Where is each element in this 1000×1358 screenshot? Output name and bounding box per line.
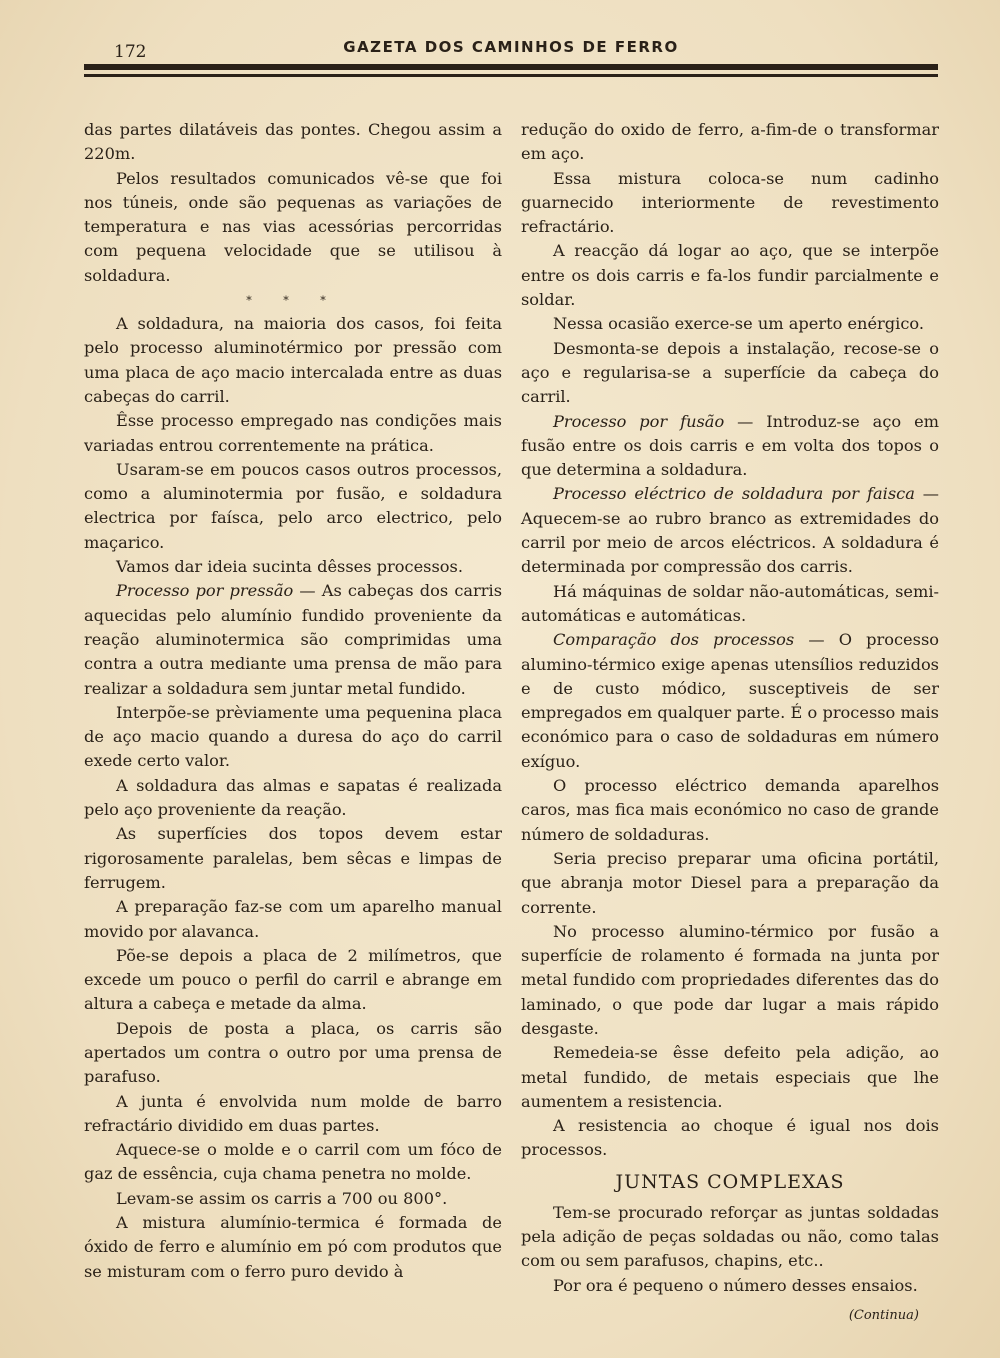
left-column xyxy=(84,118,502,1284)
paragraph-text: — As cabeças dos carris aquecidas pelo alumínio fundido proveniente da reação aluminotermica são comprimidas uma contra a outra mediante uma prensa de mão para realizar a soldadura sem juntar metal fundido. xyxy=(84,581,503,698)
paragraph: Há máquinas de soldar não-automáticas, semi-automáticas e automáticas. xyxy=(521,581,939,625)
paragraph-text: — Introduz-se aço em fusão entre os dois carris e em volta dos topos o que determina a soldadura. xyxy=(521,411,939,480)
paragraph: Essa mistura coloca-se num cadinho guarnecido interiormente de revestimento refractário. xyxy=(521,168,939,237)
paragraph: Põe-se depois a placa de 2 milímetros, que excede um pouco o perfil do carril e abrange em altura a cabeça e metade da alma. xyxy=(84,945,502,1014)
paragraph: Êsse processo empregado nas condições mais variadas entrou correntemente na prática. xyxy=(84,411,502,455)
paragraph: das partes dilatáveis das pontes. Chegou assim a 220m. xyxy=(84,120,502,164)
journal-title: GAZETA DOS CAMINHOS DE FERRO xyxy=(343,38,679,56)
paragraph: A mistura alumínio-termica é formada de óxido de ferro e alumínio em pó com produtos que se misturam com o ferro puro devido à xyxy=(84,1213,502,1281)
paragraph: Vamos dar ideia sucinta dêsses processos. xyxy=(116,557,463,577)
paragraph: A soldadura, na maioria dos casos, foi feita pelo processo aluminotérmico por pressão com uma placa de aço macio intercalada entre as duas cabeças do carril. xyxy=(84,314,502,406)
section-separator: * * * xyxy=(246,294,340,308)
paragraph: A resistencia ao choque é igual nos dois processos. xyxy=(521,1116,939,1160)
paragraph: Nessa ocasião exerce-se um aperto enérgico. xyxy=(553,314,925,334)
page-header xyxy=(84,36,938,60)
page-number: 172 xyxy=(114,42,147,62)
paragraph: Interpõe-se prèviamente uma pequenina placa de aço macio quando a duresa do aço do carril exede certo valor. xyxy=(84,702,502,771)
paragraph: Aquece-se o molde e o carril com um fóco de gaz de essência, cuja chama penetra no molde. xyxy=(84,1140,502,1184)
paragraph: redução do oxido de ferro, a-fim-de o transformar em aço. xyxy=(521,120,939,164)
paragraph: A reacção dá logar ao aço, que se interpõe entre os dois carris e fa-los fundir parcialmente e soldar. xyxy=(521,241,939,310)
paragraph xyxy=(84,579,502,700)
paragraph: Tem-se procurado reforçar as juntas soldadas pela adição de peças soldadas ou não, como talas com ou sem parafusos, chapins, etc.. xyxy=(521,1202,939,1271)
header-rule-thick xyxy=(84,64,938,70)
paragraph: Usaram-se em poucos casos outros processos, como a aluminotermia por fusão, e soldadura electrica por faísca, pelo arco electrico, pelo maçarico. xyxy=(84,459,502,552)
process-heading: Processo eléctrico de soldadura por faisca xyxy=(553,484,915,504)
right-column xyxy=(521,118,939,1328)
paragraph: Depois de posta a placa, os carris são apertados um contra o outro por uma prensa de parafuso. xyxy=(84,1018,502,1087)
paragraph xyxy=(521,628,939,774)
paragraph: A soldadura das almas e sapatas é realizada pelo aço proveniente da reação. xyxy=(84,775,502,820)
paragraph: Pelos resultados comunicados vê-se que foi nos túneis, onde são pequenas as variações de temperatura e nas vias acessórias percorridas com pequena velocidade que se utilisou à soldadura. xyxy=(84,168,502,285)
paragraph: Por ora é pequeno o número desses ensaios. xyxy=(553,1275,918,1295)
paragraph: No processo alumino-térmico por fusão a superfície de rolamento é formada na junta por metal fundido com propriedades diferentes das do laminado, o que pode dar lugar a mais rápido desgaste. xyxy=(521,921,939,1038)
paragraph: Levam-se assim os carris a 700 ou 800°. xyxy=(116,1188,448,1208)
section-title: JUNTAS COMPLEXAS xyxy=(615,1170,845,1193)
paragraph: Remedeia-se êsse defeito pela adição, ao metal fundido, de metais especiais que lhe aumentem a resistencia. xyxy=(521,1043,939,1111)
paragraph-text: — O processo alumino-térmico exige apenas utensílios reduzidos e de custo módico, susceptiveis de ser empregados em qualquer parte. É o processo mais económico para o caso de soldaduras em número exíguo. xyxy=(521,630,939,771)
paragraph: As superfícies dos topos devem estar rigorosamente paralelas, bem sêcas e limpas de ferrugem. xyxy=(84,824,502,892)
paragraph: A preparação faz-se com um aparelho manual movido por alavanca. xyxy=(84,897,502,941)
process-heading: Processo por pressão xyxy=(116,581,294,601)
process-heading: Processo por fusão xyxy=(553,411,725,431)
paragraph: O processo eléctrico demanda aparelhos caros, mas fica mais económico no caso de grande número de soldaduras. xyxy=(521,776,939,844)
paragraph xyxy=(521,482,939,579)
paragraph: A junta é envolvida num molde de barro refractário dividido em duas partes. xyxy=(84,1091,502,1135)
paragraph: Seria preciso preparar uma oficina portátil, que abranja motor Diesel para a preparação da corrente. xyxy=(521,848,939,917)
paragraph: Desmonta-se depois a instalação, recose-se o aço e regularisa-se a superfície da cabeça do carril. xyxy=(521,338,939,407)
process-heading: Comparação dos processos xyxy=(553,630,795,650)
paragraph xyxy=(521,410,939,483)
continued-note: (Continua) xyxy=(848,1307,919,1323)
header-rule-thin xyxy=(84,74,938,77)
paragraph-text: — Aquecem-se ao rubro branco as extremidades do carril por meio de arcos eléctricos. A soldadura é determinada por compressão dos carris. xyxy=(521,484,939,577)
